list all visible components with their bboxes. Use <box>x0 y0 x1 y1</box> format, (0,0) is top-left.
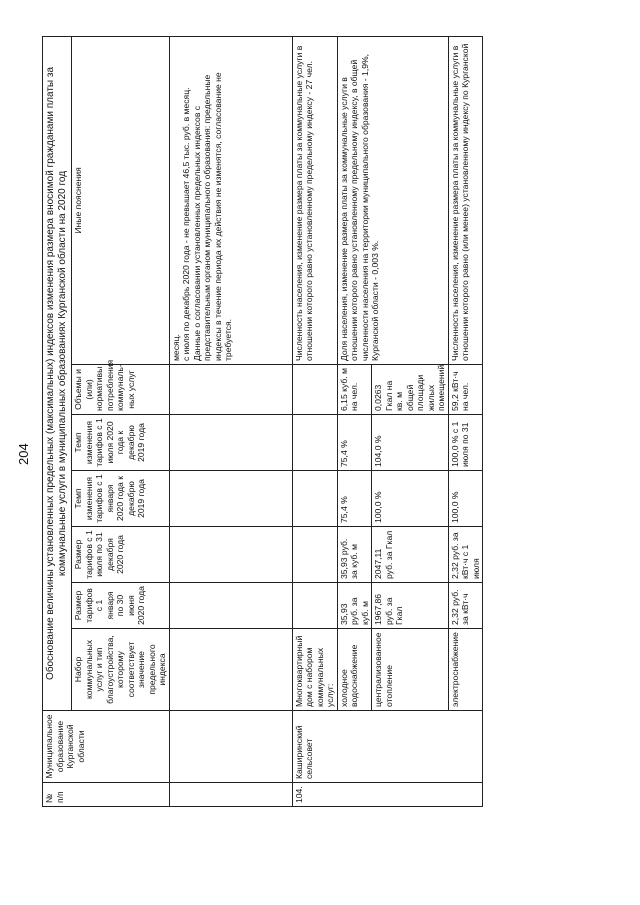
set-note: Численность населения, изменение размера платы за коммунальные услуги в отношении которого равно установленному предельному индексу - 27 чел. <box>292 36 337 364</box>
rate-jul: 75,4 % <box>337 415 372 471</box>
row-number: 104. <box>292 783 483 807</box>
service-name: холодное водоснабжение <box>337 629 372 711</box>
rate-jan: 100,0 % <box>372 471 449 527</box>
header-col-rate-jan: Темп изменения тарифов с 1 января 2020 года к декабрю 2019 года <box>72 471 170 527</box>
tariff-jul: 2047,11 руб. за Гкал <box>372 527 449 583</box>
table-row-104-set <box>292 36 337 806</box>
set-label: Многоквартирный дом с набором коммунальных услуг: <box>292 629 337 711</box>
tariff-jul: 2,32 руб. за кВт·ч с 1 июля <box>448 527 483 583</box>
header-municipality: Муниципальное образование Курганской области <box>43 711 170 783</box>
service-note: Доля населения, изменение размера платы за коммунальные услуги в отношении которого равно установленному предельному индексу, в общей численности населения на территории муниципального образования - 1,9%, Курганской области - 0,003 %. <box>337 36 448 364</box>
table-row-service <box>337 36 372 806</box>
page-number: 204 <box>16 443 31 465</box>
header-col-set: Набор коммунальных услуг и тип благоустройства, которому соответствует значение предельного индекса <box>72 629 170 711</box>
tariff-jan: 35,93 руб. за куб. м <box>337 583 372 629</box>
table-row-continued <box>169 36 292 806</box>
service-name: централизованное отопление <box>372 629 449 711</box>
volume: 59,2 кВт·ч на чел. <box>448 365 483 415</box>
municipality-name: Каширинский сельсовет <box>292 711 483 783</box>
prev-row-note: месяц. с июля по декабрь 2020 года - не превышает 46,5 тыс. руб. в месяц. Данные о согласовании установленных предельных индексов с представительным органом муниципального образования: предельные индексы в течение периода их действия не изменятся, согласование не требуется. <box>169 36 292 364</box>
header-col-notes: Иные пояснения <box>72 36 170 364</box>
header-row-1 <box>43 36 72 806</box>
tariff-jul: 35,93 руб. за куб. м <box>337 527 372 583</box>
header-col-tariff-jan: Размер тарифов с 1 января по 30 июня 2020 года <box>72 583 170 629</box>
service-note: Численность населения, изменение размера платы за коммунальные услуги в отношении которого равно (или менее) установленному индексу по Курганской <box>448 36 483 364</box>
table-row-service <box>448 36 483 806</box>
header-col-volume: Объемы и (или) нормативы потребления коммуналь-ных услуг <box>72 365 170 415</box>
volume: 6,15 куб. м на чел. <box>337 365 372 415</box>
rate-jul: 100,0 % с 1 июля по 31 <box>448 415 483 471</box>
rate-jan: 75,4 % <box>337 471 372 527</box>
rate-jan: 100,0 % <box>448 471 483 527</box>
tariff-table <box>42 36 483 807</box>
volume: 0,0263 Гкал на кв. м общей площади жилых помещений <box>372 365 449 415</box>
tariff-jan: 2,32 руб. за кВт·ч <box>448 583 483 629</box>
header-col-rate-jul: Темп изменения тарифов с 1 июля 2020 года к декабрю 2019 года <box>72 415 170 471</box>
tariff-jan: 1967,86 руб. за Гкал <box>372 583 449 629</box>
header-num: № п/п <box>43 783 170 807</box>
table-title: Обоснование величины установленных предельных (максимальных) индексов изменения размера вносимой гражданами платы за коммунальные услуги в муниципальных образованиях Курганской области на 2020 год <box>43 36 72 710</box>
header-col-tariff-jul: Размер тарифов с 1 июля по 31 декабря 2020 года <box>72 527 170 583</box>
service-name: электроснабжение <box>448 629 483 711</box>
header-row-2 <box>72 36 170 806</box>
rate-jul: 104,0 % <box>372 415 449 471</box>
